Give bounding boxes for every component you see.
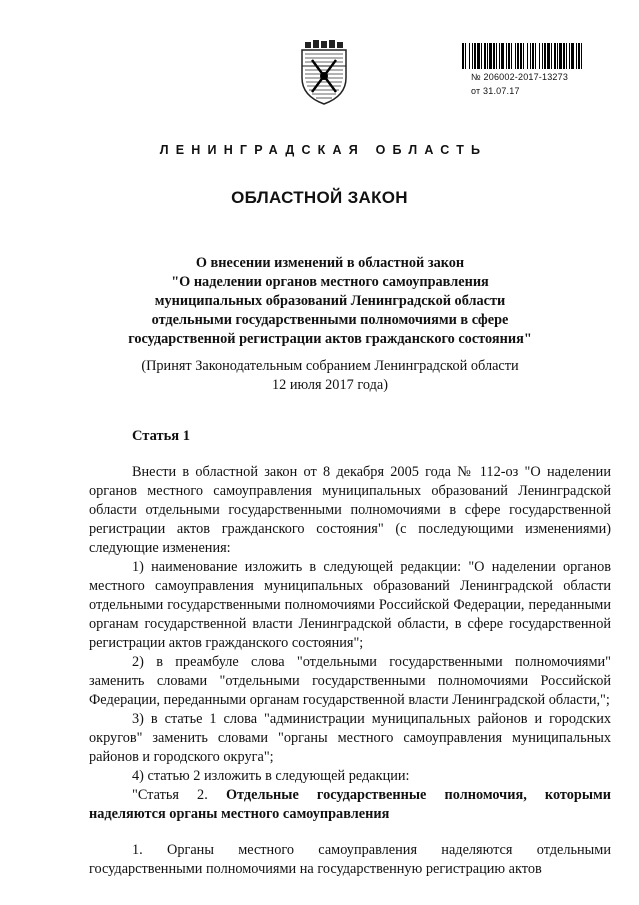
adoption-note-line: 12 июля 2017 года) xyxy=(272,377,388,393)
amendment-item-4: 4) статью 2 изложить в следующей редакции: xyxy=(132,768,410,784)
registration-date: от 31.07.17 xyxy=(471,86,520,96)
article-2-prefix: "Статья 2. xyxy=(132,787,208,803)
amendment-item-3: 3) в статье 1 слова "администрации муниципальных районов и городских округов" заменить словами "органы местного самоуправления муниципальных районов и городского округа"; xyxy=(89,711,611,765)
law-title-line: О внесении изменений в областной закон xyxy=(195,255,465,271)
law-title xyxy=(90,254,570,349)
region-heading: ЛЕНИНГРАДСКАЯ ОБЛАСТЬ xyxy=(159,143,488,157)
article-2-point-1: 1. Органы местного самоуправления наделяются отдельными государственными полномочиями на государственную регистрацию актов xyxy=(89,842,611,877)
law-title-line: отдельными государственными полномочиями в сфере xyxy=(151,312,509,328)
leningrad-oblast-coat-of-arms-icon xyxy=(299,40,349,106)
article-2-heading xyxy=(89,786,611,824)
adoption-note xyxy=(90,357,570,395)
document-type-heading: ОБЛАСТНОЙ ЗАКОН xyxy=(231,188,408,207)
registration-number: № 206002-2017-13273 xyxy=(471,72,569,82)
law-title-line: муниципальных образований Ленинградской области xyxy=(154,293,506,309)
intro-paragraph: Внести в областной закон от 8 декабря 2005 года № 112-оз "О наделении органов местного самоуправления муниципальных образований Ленинградской области отдельными государственными полномочиями в сфере государственной регистрации актов гражданского состояния" (с последующими изменениями) следующие изменения: xyxy=(89,464,611,556)
law-body xyxy=(89,463,611,879)
barcode xyxy=(462,43,582,69)
adoption-note-line: (Принят Законодательным собранием Ленинградской области xyxy=(141,358,519,374)
law-title-line: "О наделении органов местного самоуправления xyxy=(171,274,489,290)
amendment-item-2: 2) в преамбуле слова "отдельными государственными полномочиями" заменить словами "отдельными государственными полномочиями Российской Федерации, переданными органам государственной власти Ленинградской области,"; xyxy=(89,654,611,708)
article-2-title: Отдельные государственные полномочия, которыми наделяются органы местного самоуправления xyxy=(89,787,611,822)
amendment-item-1: 1) наименование изложить в следующей редакции: "О наделении органов местного самоуправления муниципальных образований Ленинградской области отдельными государственными полномочиями Российской Федерации, переданными органам государственной власти Ленинградской области, в сфере государственной регистрации актов гражданского состояния"; xyxy=(89,559,611,651)
article-heading: Статья 1 xyxy=(132,428,190,444)
law-title-line: государственной регистрации актов гражданского состояния" xyxy=(128,331,532,347)
